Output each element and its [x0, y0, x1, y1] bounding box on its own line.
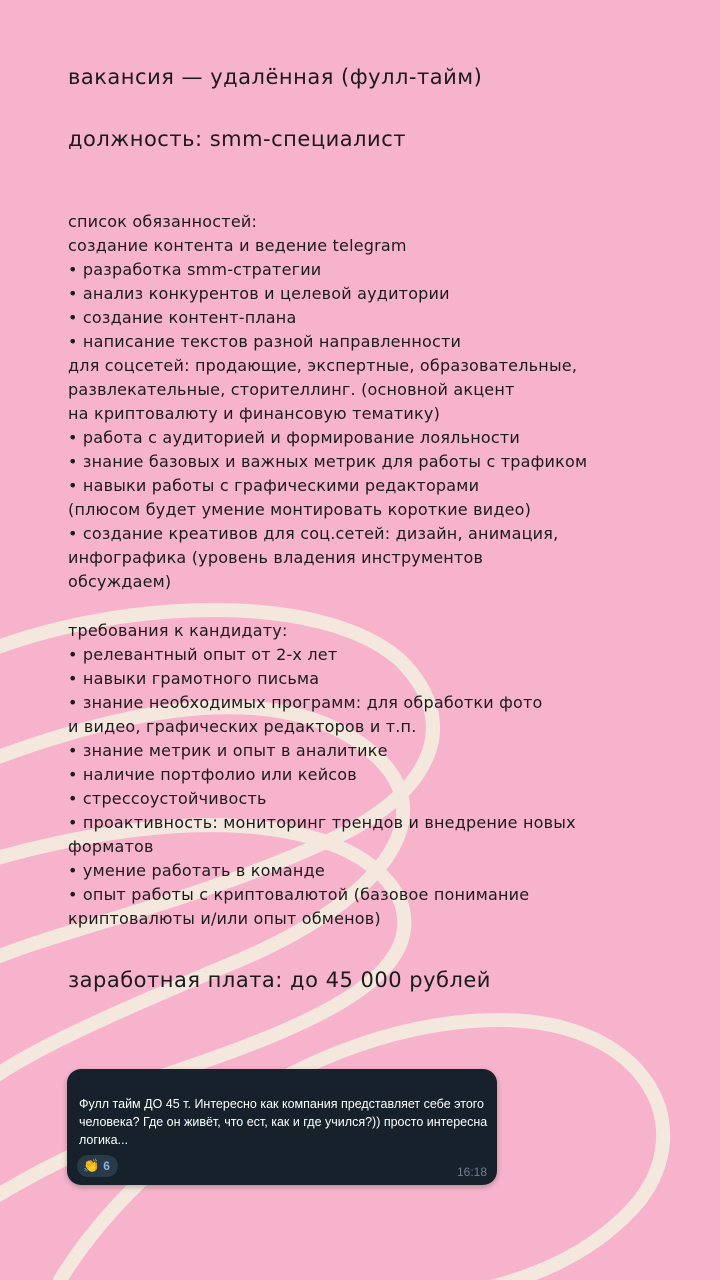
clapping-hands-icon: 👏: [83, 1158, 100, 1173]
requirements-heading: требования к кандидату:: [68, 621, 288, 640]
reaction-badge[interactable]: [77, 1155, 118, 1177]
list-item: криптовалюты и/или опыт обменов): [68, 909, 381, 928]
list-item: • знание метрик и опыт в аналитике: [68, 741, 388, 760]
reaction-count: 6: [103, 1159, 110, 1173]
list-item: для соцсетей: продающие, экспертные, образовательные,: [68, 356, 578, 375]
salary-line: заработная плата: до 45 000 рублей: [68, 968, 491, 992]
vacancy-title: вакансия — удалённая (фулл-тайм): [68, 65, 483, 89]
list-item: развлекательные, сторителлинг. (основной акцент: [68, 380, 515, 399]
list-item: (плюсом будет умение монтировать короткие видео): [68, 500, 532, 519]
list-item: • знание необходимых программ: для обработки фото: [68, 693, 543, 712]
list-item: • работа с аудиторией и формирование лояльности: [68, 428, 520, 447]
list-item: на криптовалюту и финансовую тематику): [68, 404, 441, 423]
list-item: • умение работать в команде: [68, 861, 325, 880]
list-item: • знание базовых и важных метрик для работы с трафиком: [68, 452, 588, 471]
comment-text: Фулл тайм ДО 45 т. Интересно как компания представляет себе этого человека? Где он живёт, что ест, как и где учился?)) просто интересна логика...: [79, 1097, 488, 1147]
list-item: и видео, графических редакторов и т.п.: [68, 717, 417, 736]
list-item: форматов: [68, 837, 154, 856]
list-item: • проактивность: мониторинг трендов и внедрение новых: [68, 813, 576, 832]
list-item: • разработка smm-стратегии: [68, 260, 322, 279]
list-item: • навыки грамотного письма: [68, 669, 320, 688]
list-item: • анализ конкурентов и целевой аудитории: [68, 284, 450, 303]
list-item: • опыт работы с криптовалютой (базовое понимание: [68, 885, 530, 904]
list-item: • написание текстов разной направленности: [68, 332, 462, 351]
position-heading: должность: smm-специалист: [68, 127, 406, 151]
list-item: • создание контент-плана: [68, 308, 297, 327]
comment-bubble[interactable]: [67, 1069, 497, 1185]
list-item: • стрессоустойчивость: [68, 789, 267, 808]
list-item: • наличие портфолио или кейсов: [68, 765, 357, 784]
list-item: • создание креативов для соц.сетей: дизайн, анимация,: [68, 524, 559, 543]
list-item: создание контента и ведение telegram: [68, 236, 407, 255]
list-item: • навыки работы с графическими редакторами: [68, 476, 480, 495]
list-item: обсуждаем): [68, 572, 172, 591]
list-item: • релевантный опыт от 2-х лет: [68, 645, 338, 664]
list-item: инфографика (уровень владения инструментов: [68, 548, 484, 567]
message-time: 16:18: [456, 1165, 487, 1179]
duties-heading: список обязанностей:: [68, 212, 258, 231]
